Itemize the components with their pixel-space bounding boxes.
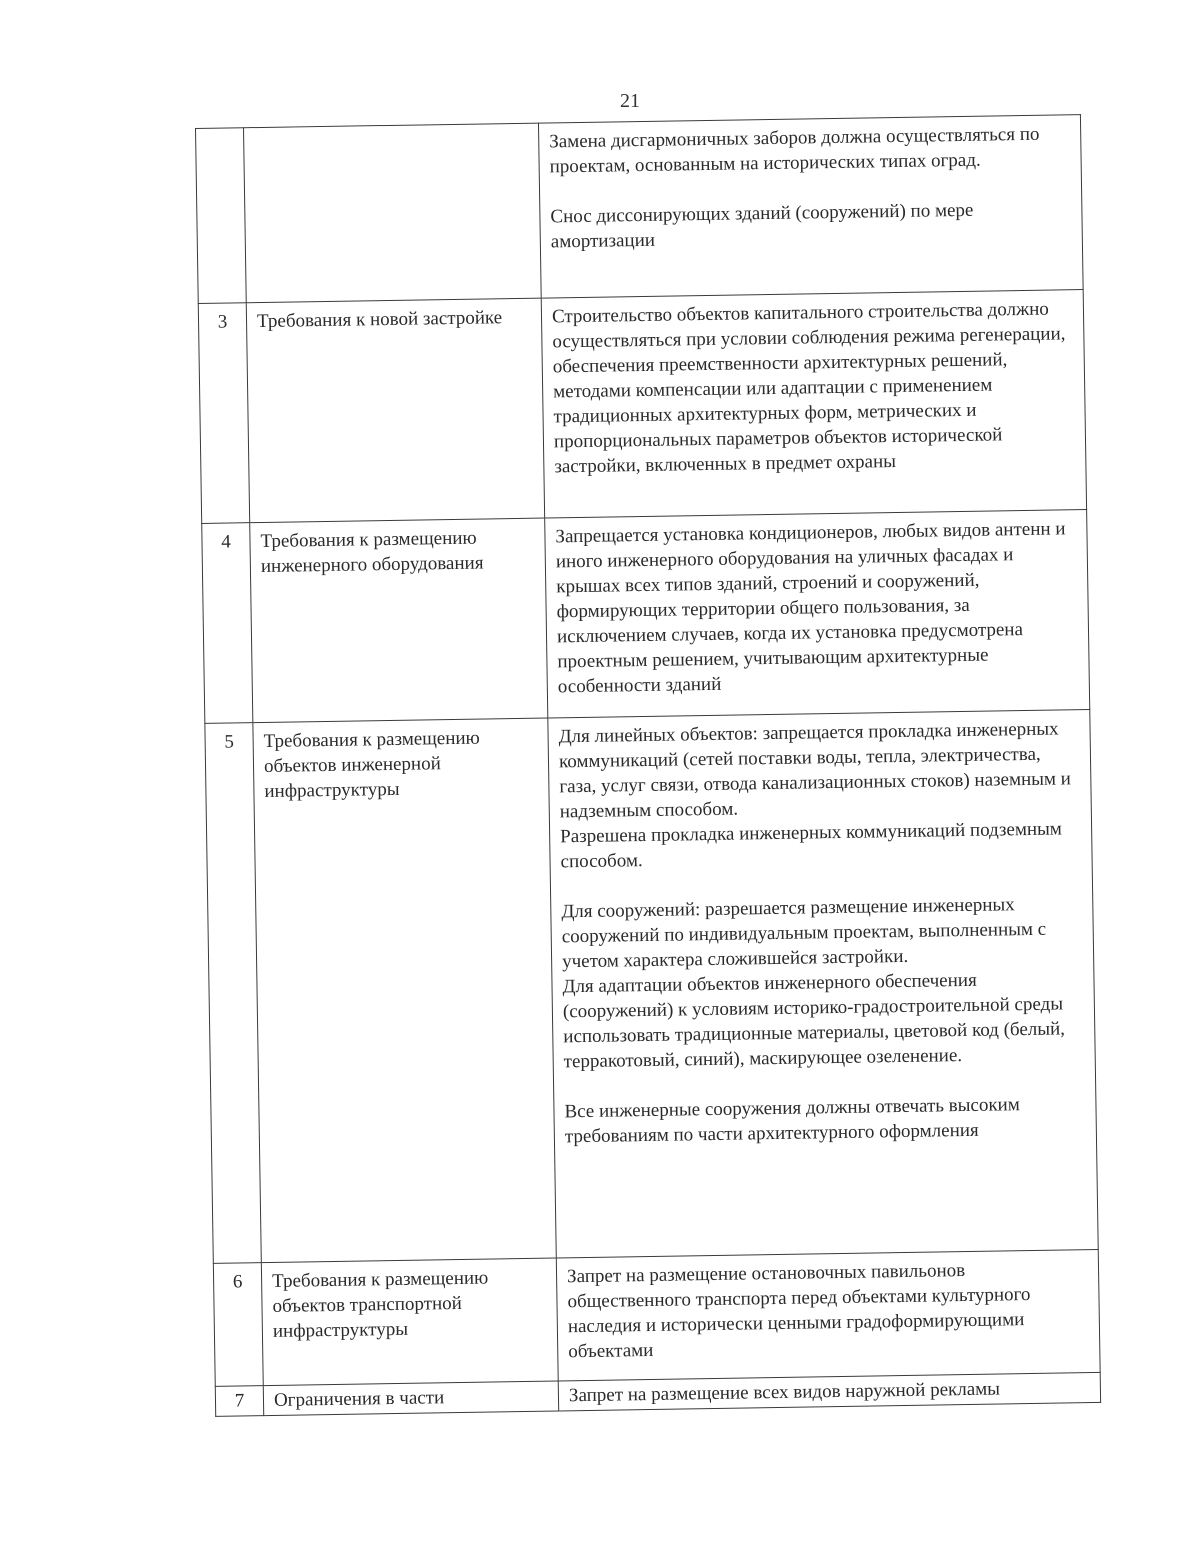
row-text-cell xyxy=(556,1249,1100,1380)
row-text-paragraph: Для сооружений: разрешается размещение инженерных сооружений по индивидуальным проектам, выполненным с учетом характера сложившейся застройки. Для адаптации объектов инженерного обеспечения (сооружений) к условиям историко-градостроительной среды использовать традиционные материалы, цветовой код (белый, терракотовый, синий), маскирующее озеленение. xyxy=(561,894,1066,1073)
row-text-cell xyxy=(538,115,1083,298)
table-row-3 xyxy=(198,290,1086,524)
row-name-cell: Требования к новой застройке xyxy=(246,298,544,523)
table-row-5 xyxy=(205,710,1098,1264)
row-text-paragraph: Запрещается установка кондиционеров, любых видов антенн и иного инженерного оборудования на уличных фасадах и крышах всех типов зданий, строений и сооружений, формирующих территории общего пользования, за исключением случаев, когда их установка предусмотрена проектным решением, учитывающим архитектурные особенности зданий xyxy=(555,518,1066,698)
table-row-6 xyxy=(213,1249,1100,1386)
row-text-paragraph: Снос диссонирующих зданий (сооружений) по мере амортизации xyxy=(550,199,974,253)
table-row-continuation xyxy=(196,115,1084,304)
row-name-cell xyxy=(244,123,542,303)
row-text-paragraph: Все инженерные сооружения должны отвечать высоким требованиям по части архитектурного оформления xyxy=(564,1094,1020,1148)
row-name-cell: Требования к размещению объектов транспортной инфраструктуры xyxy=(261,1258,558,1386)
row-number-cell xyxy=(196,128,247,304)
row-number-cell: 4 xyxy=(202,523,253,724)
row-text-cell xyxy=(545,510,1090,718)
requirements-table xyxy=(195,114,1101,1417)
row-name-cell: Требования к размещению инженерного оборудования xyxy=(250,518,548,723)
row-number-cell: 7 xyxy=(215,1386,263,1417)
row-text-paragraph: Для линейных объектов: запрещается прокладка инженерных коммуникаций (сетей поставки воды, тепла, электричества, газа, услуг связи, отвода канализационных стоков) наземным и надземным способом. Разрешена прокладка инженерных коммуникаций подземным способом. xyxy=(558,718,1072,873)
row-number-cell: 5 xyxy=(205,723,261,1264)
row-text-cell xyxy=(548,710,1098,1258)
row-text-paragraph: Запрет на размещение остановочных павильонов общественного транспорта перед объектами культурного наследия и исторически ценными градоформирующими объектами xyxy=(566,1260,1031,1363)
page-number: 21 xyxy=(620,90,640,112)
row-number-cell: 3 xyxy=(198,303,249,524)
row-text-cell xyxy=(541,290,1086,518)
row-text-paragraph: Замена дисгармоничных заборов должна осуществляться по проектам, основанным на исторических типах оград. xyxy=(549,123,1040,178)
table-row-4 xyxy=(202,510,1090,724)
row-number-cell: 6 xyxy=(213,1263,263,1387)
row-text-paragraph: Строительство объектов капитального строительства должно осуществляться при условии соблюдения режима регенерации, обеспечения преемственности архитектурных решений, методами компенсации или адаптации с применением традиционных архитектурных форм, метрических и пропорциональных параметров объектов исторической застройки, включенных в предмет охраны xyxy=(551,298,1066,478)
requirements-table-wrapper xyxy=(195,114,1100,1417)
row-text-paragraph: Запрет на размещение всех видов наружной рекламы xyxy=(568,1378,1001,1407)
row-name-cell: Требования к размещению объектов инженерной инфраструктуры xyxy=(253,718,556,1263)
row-name-cell: Ограничения в части xyxy=(263,1381,558,1416)
